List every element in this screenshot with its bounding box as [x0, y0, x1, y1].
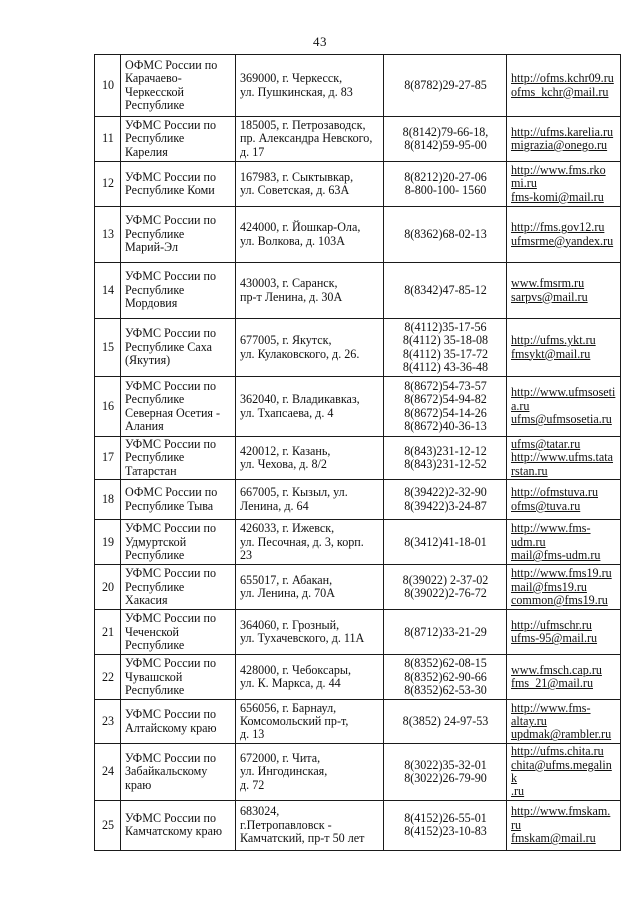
row-number-cell: 22: [95, 655, 121, 700]
website-email-cell: [507, 744, 621, 801]
contact-link[interactable]: updmak@rambler.ru: [511, 727, 612, 742]
row-number-cell: 23: [95, 700, 121, 744]
website-email-cell: [507, 520, 621, 565]
website-email-cell: [507, 263, 621, 319]
phone-cell: 8(8352)62-08-15 8(8352)62-90-66 8(8352)62-53-30: [384, 655, 507, 700]
address-cell: 420012, г. Казань, ул. Чехова, д. 8/2: [236, 437, 384, 480]
contact-link[interactable]: chita@ufms.megalink: [511, 757, 612, 786]
contact-link[interactable]: ufms@tatar.ru: [511, 437, 581, 451]
contact-link[interactable]: fmsykt@mail.ru: [511, 346, 591, 361]
address-cell: 655017, г. Абакан, ул. Ленина, д. 70А: [236, 565, 384, 610]
address-cell: 364060, г. Грозный, ул. Тухачевского, д. 11А: [236, 610, 384, 655]
office-name-cell: УФМС России по Республике Марий-Эл: [121, 207, 236, 263]
website-email-cell: [507, 800, 621, 850]
phone-cell: 8(3022)35-32-01 8(3022)26-79-90: [384, 744, 507, 801]
website-email-cell: [507, 437, 621, 480]
contact-link[interactable]: http://www.ufms.tata: [511, 450, 613, 465]
contact-link[interactable]: ofms@tuva.ru: [511, 498, 581, 513]
contact-link[interactable]: rstan.ru: [511, 463, 548, 478]
table-row: [95, 437, 621, 480]
contact-link[interactable]: fms-komi@mail.ru: [511, 189, 604, 204]
address-cell: 426033, г. Ижевск, ул. Песочная, д. 3, корп. 23: [236, 520, 384, 565]
address-cell: 667005, г. Кызыл, ул. Ленина, д. 64: [236, 480, 384, 520]
address-cell: 428000, г. Чебоксары, ул. К. Маркса, д. 44: [236, 655, 384, 700]
contact-link[interactable]: http://www.fms.rko: [511, 162, 606, 177]
contact-link[interactable]: http://www.fms-: [511, 521, 591, 536]
phone-cell: 8(39022) 2-37-02 8(39022)2-76-72: [384, 565, 507, 610]
row-number-cell: 18: [95, 480, 121, 520]
phone-cell: 8(3412)41-18-01: [384, 520, 507, 565]
table-row: [95, 319, 621, 377]
row-number-cell: 24: [95, 744, 121, 801]
address-cell: 185005, г. Петрозаводск, пр. Александра Невского, д. 17: [236, 117, 384, 162]
contact-link[interactable]: http://www.fms19.ru: [511, 566, 612, 581]
office-name-cell: УФМС России по Республике Мордовия: [121, 263, 236, 319]
phone-cell: 8(4112)35-17-56 8(4112) 35-18-08 8(4112) 35-17-72 8(4112) 43-36-48: [384, 319, 507, 377]
contact-link[interactable]: mi.ru: [511, 176, 537, 191]
contact-link[interactable]: common@fms19.ru: [511, 592, 608, 607]
offices-table-body: [95, 55, 621, 851]
row-number-cell: 19: [95, 520, 121, 565]
table-row: [95, 55, 621, 117]
phone-cell: 8(8362)68-02-13: [384, 207, 507, 263]
contact-link[interactable]: altay.ru: [511, 714, 547, 729]
contact-link[interactable]: ofms_kchr@mail.ru: [511, 84, 609, 99]
office-name-cell: УФМС России по Республике Саха (Якутия): [121, 319, 236, 377]
website-email-cell: [507, 700, 621, 744]
contact-link[interactable]: http://fms.gov12.ru: [511, 220, 605, 235]
contact-link[interactable]: http://www.ufmsoseti: [511, 385, 616, 400]
row-number-cell: 12: [95, 162, 121, 207]
table-row: [95, 162, 621, 207]
table-row: [95, 207, 621, 263]
phone-cell: 8(8712)33-21-29: [384, 610, 507, 655]
phone-cell: 8(4152)26-55-01 8(4152)23-10-83: [384, 800, 507, 850]
contact-link[interactable]: ufmsrme@yandex.ru: [511, 233, 614, 248]
contact-link[interactable]: mail@fms19.ru: [511, 579, 587, 594]
contact-link[interactable]: www.fmsrm.ru: [511, 276, 585, 291]
contact-link[interactable]: http://ufms.karelia.ru: [511, 124, 614, 139]
website-email-cell: [507, 655, 621, 700]
row-number-cell: 11: [95, 117, 121, 162]
contact-link[interactable]: www.fmsch.cap.ru: [511, 662, 602, 677]
office-name-cell: УФМС России по Республике Татарстан: [121, 437, 236, 480]
offices-table: [94, 54, 621, 851]
contact-link[interactable]: .ru: [511, 784, 525, 799]
office-name-cell: УФМС России по Республике Северная Осетия - Алания: [121, 377, 236, 437]
office-name-cell: УФМС России по Удмуртской Республике: [121, 520, 236, 565]
address-cell: 424000, г. Йошкар-Ола, ул. Волкова, д. 103А: [236, 207, 384, 263]
contact-link[interactable]: migrazia@onego.ru: [511, 138, 608, 152]
website-email-cell: [507, 207, 621, 263]
table-row: [95, 800, 621, 850]
office-name-cell: УФМС России по Чеченской Республике: [121, 610, 236, 655]
contact-link[interactable]: a.ru: [511, 398, 530, 413]
website-email-cell: [507, 565, 621, 610]
office-name-cell: УФМС России по Алтайскому краю: [121, 700, 236, 744]
office-name-cell: ОФМС России по Карачаево- Черкесской Республике: [121, 55, 236, 117]
row-number-cell: 20: [95, 565, 121, 610]
address-cell: 167983, г. Сыктывкар, ул. Советская, д. 63А: [236, 162, 384, 207]
office-name-cell: УФМС России по Забайкальскому краю: [121, 744, 236, 801]
contact-link[interactable]: http://ufmschr.ru: [511, 617, 592, 632]
row-number-cell: 25: [95, 800, 121, 850]
table-row: [95, 655, 621, 700]
contact-link[interactable]: ufms@ufmsosetia.ru: [511, 412, 612, 427]
address-cell: 369000, г. Черкесск, ул. Пушкинская, д. 83: [236, 55, 384, 117]
phone-cell: 8(3852) 24-97-53: [384, 700, 507, 744]
website-email-cell: [507, 377, 621, 437]
office-name-cell: УФМС России по Республике Карелия: [121, 117, 236, 162]
table-row: [95, 117, 621, 162]
website-email-cell: [507, 610, 621, 655]
website-email-cell: [507, 319, 621, 377]
office-name-cell: УФМС России по Республике Коми: [121, 162, 236, 207]
contact-link[interactable]: mail@fms-udm.ru: [511, 547, 601, 562]
table-row: [95, 480, 621, 520]
office-name-cell: ОФМС России по Республике Тыва: [121, 480, 236, 520]
table-row: [95, 700, 621, 744]
table-row: [95, 565, 621, 610]
contact-link[interactable]: http://www.fmskam.: [511, 804, 611, 819]
page-number: 43: [313, 34, 327, 49]
contact-link[interactable]: fmskam@mail.ru: [511, 831, 596, 846]
contact-link[interactable]: sarpvs@mail.ru: [511, 289, 588, 304]
row-number-cell: 10: [95, 55, 121, 117]
contact-link[interactable]: ru: [511, 817, 522, 832]
row-number-cell: 21: [95, 610, 121, 655]
office-name-cell: УФМС России по Республике Хакасия: [121, 565, 236, 610]
contact-link[interactable]: http://www.fms-: [511, 700, 591, 715]
table-row: [95, 520, 621, 565]
contact-link[interactable]: http://ofmstuva.ru: [511, 485, 599, 500]
phone-cell: 8(8142)79-66-18, 8(8142)59-95-00: [384, 117, 507, 162]
phone-cell: 8(8342)47-85-12: [384, 263, 507, 319]
office-name-cell: УФМС России по Чувашской Республике: [121, 655, 236, 700]
contact-link[interactable]: http://ufms.chita.ru: [511, 744, 604, 759]
table-row: [95, 263, 621, 319]
contact-link[interactable]: fms_21@mail.ru: [511, 676, 594, 691]
table-row: [95, 744, 621, 801]
phone-cell: 8(8212)20-27-06 8-800-100- 1560: [384, 162, 507, 207]
address-cell: 677005, г. Якутск, ул. Кулаковского, д. 26.: [236, 319, 384, 377]
website-email-cell: [507, 480, 621, 520]
row-number-cell: 17: [95, 437, 121, 480]
row-number-cell: 13: [95, 207, 121, 263]
contact-link[interactable]: http://ofms.kchr09.ru: [511, 71, 614, 86]
website-email-cell: [507, 55, 621, 117]
row-number-cell: 15: [95, 319, 121, 377]
address-cell: 362040, г. Владикавказ, ул. Тхапсаева, д. 4: [236, 377, 384, 437]
address-cell: 672000, г. Чита, ул. Ингодинская, д. 72: [236, 744, 384, 801]
contact-link[interactable]: http://ufms.ykt.ru: [511, 333, 596, 348]
office-name-cell: УФМС России по Камчатскому краю: [121, 800, 236, 850]
phone-cell: 8(39422)2-32-90 8(39422)3-24-87: [384, 480, 507, 520]
phone-cell: 8(8672)54-73-57 8(8672)54-94-82 8(8672)54-14-26 8(8672)40-36-13: [384, 377, 507, 437]
website-email-cell: [507, 117, 621, 162]
phone-cell: 8(843)231-12-12 8(843)231-12-52: [384, 437, 507, 480]
address-cell: 656056, г. Барнаул, Комсомольский пр-т, д. 13: [236, 700, 384, 744]
website-email-cell: [507, 162, 621, 207]
row-number-cell: 16: [95, 377, 121, 437]
contact-link[interactable]: ufms-95@mail.ru: [511, 631, 598, 646]
address-cell: 683024, г.Петропавловск - Камчатский, пр-т 50 лет: [236, 800, 384, 850]
table-row: [95, 610, 621, 655]
phone-cell: 8(8782)29-27-85: [384, 55, 507, 117]
contact-link[interactable]: udm.ru: [511, 534, 546, 549]
address-cell: 430003, г. Саранск, пр-т Ленина, д. 30А: [236, 263, 384, 319]
row-number-cell: 14: [95, 263, 121, 319]
table-row: [95, 377, 621, 437]
